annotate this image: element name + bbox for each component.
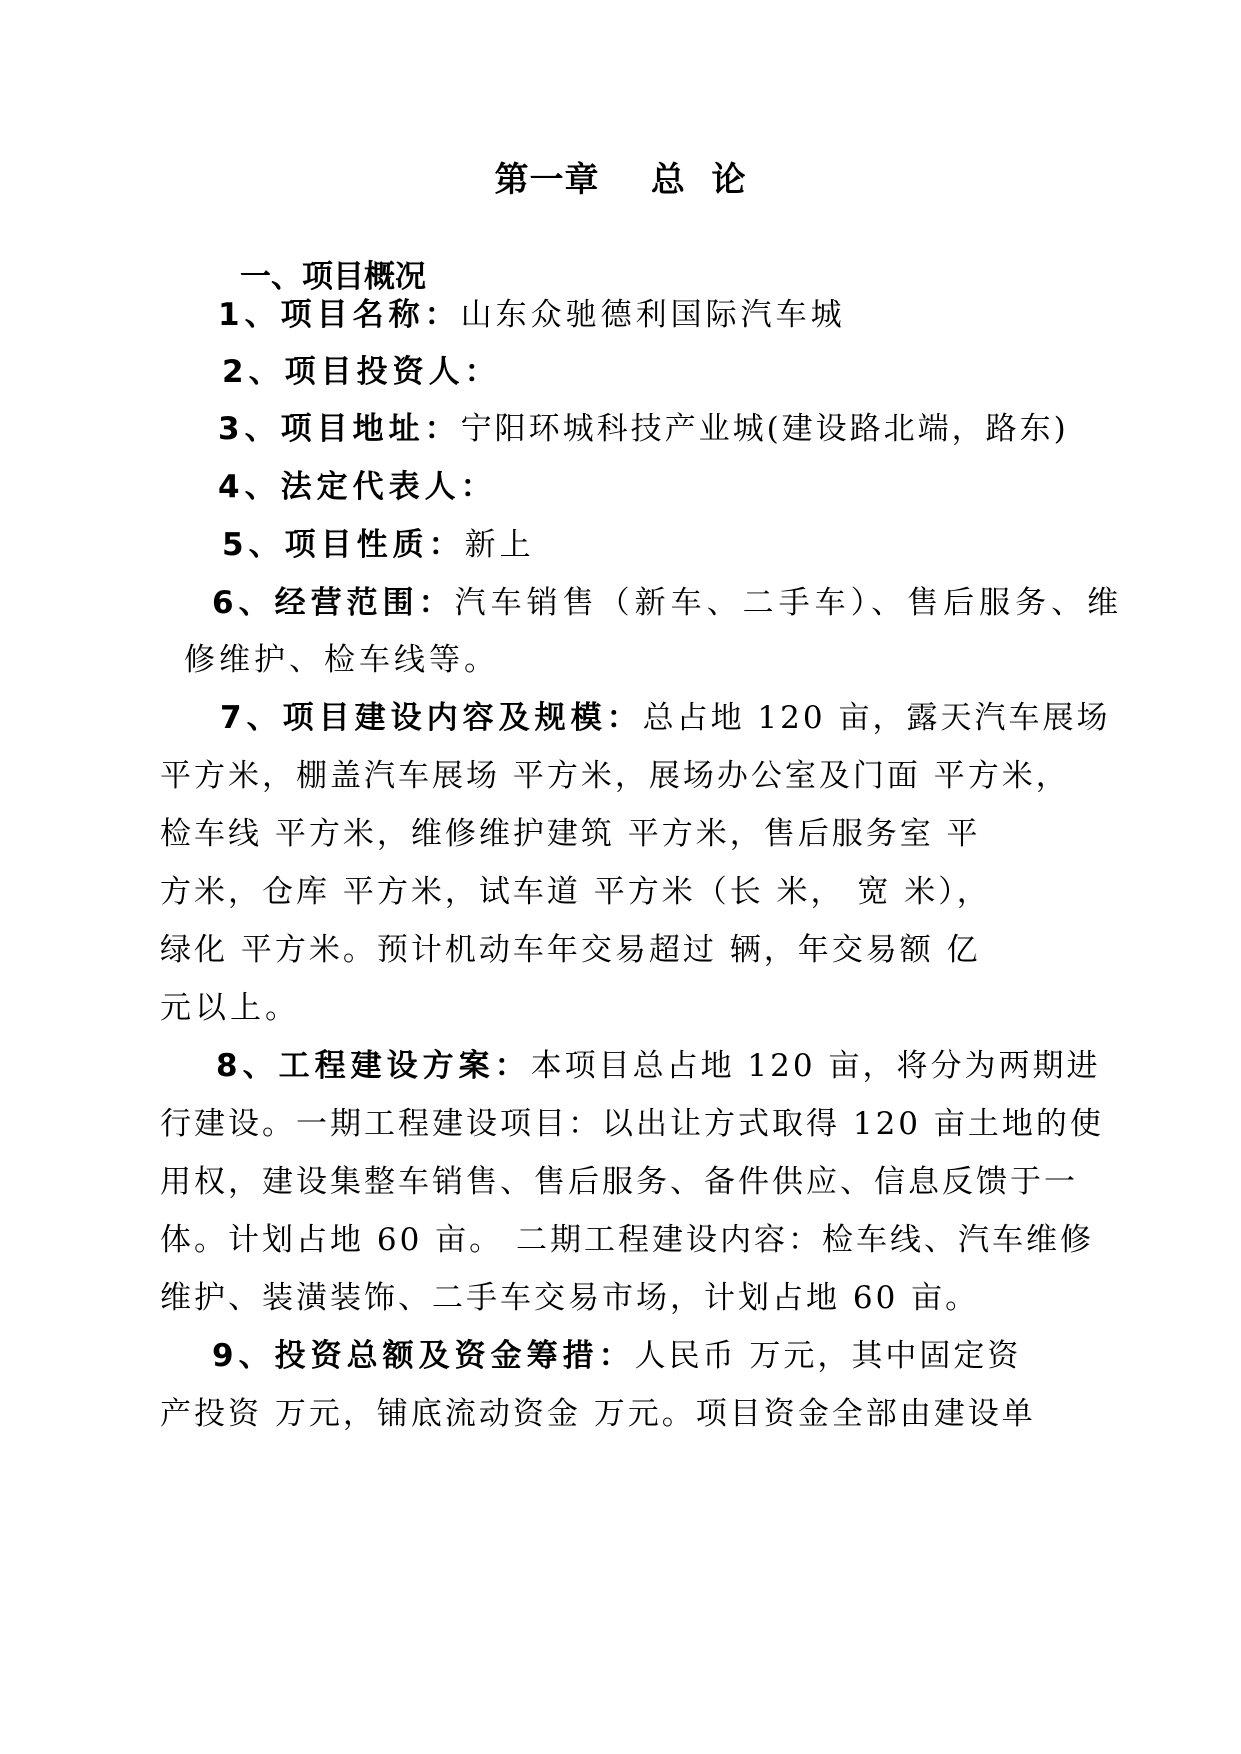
item-construction-plan-cont: 行建设。一期工程建设项目：以出让方式取得 120 亩土地的使 <box>160 1106 1104 1142</box>
item-value: 总占地 120 亩，露天汽车展场 <box>642 700 1111 736</box>
item-construction-scale-cont: 元以上。 <box>160 990 300 1026</box>
item-value: 新上 <box>464 527 535 563</box>
item-label: 8、工程建设方案： <box>216 1048 531 1084</box>
item-investment-financing-cont: 产投资 万元，铺底流动资金 万元。项目资金全部由建设单 <box>160 1396 1036 1432</box>
item-business-scope-cont: 修维护、检车线等。 <box>184 642 499 678</box>
item-investment-financing <box>212 1336 1021 1376</box>
item-value: 本项目总占地 120 亩，将分为两期进 <box>530 1048 1101 1084</box>
item-legal-representative <box>218 467 497 507</box>
item-label: 4、法定代表人： <box>218 469 497 505</box>
item-construction-scale-cont: 平方米，棚盖汽车展场 平方米，展场办公室及门面 平方米， <box>160 758 1070 794</box>
item-construction-plan <box>216 1046 1100 1086</box>
item-value: 山东众驰德利国际汽车城 <box>460 297 846 333</box>
chapter-title: 第一章 总 论 <box>494 160 747 200</box>
item-label: 6、经营范围： <box>212 585 455 621</box>
item-value: 人民币 万元，其中固定资 <box>634 1338 1022 1374</box>
item-label: 5、项目性质： <box>222 527 465 563</box>
section-heading: 一、项目概况 <box>240 259 426 295</box>
item-construction-plan-cont: 体。计划占地 60 亩。 二期工程建设内容：检车线、汽车维修 <box>160 1222 1095 1258</box>
item-construction-scale-cont: 检车线 平方米，维修维护建筑 平方米，售后服务室 平 <box>160 816 981 852</box>
item-construction-scale-cont: 绿化 平方米。预计机动车年交易超过 辆，年交易额 亿 <box>160 932 981 968</box>
item-business-scope <box>212 583 1123 623</box>
item-project-address <box>218 409 1069 449</box>
item-value: 汽车销售（新车、二手车）、售后服务、维 <box>454 585 1124 621</box>
item-label: 7、项目建设内容及规模： <box>220 700 643 736</box>
item-construction-scale <box>220 698 1110 738</box>
item-label: 3、项目地址： <box>218 411 461 447</box>
item-value: 宁阳环城科技产业城(建设路北端，路东) <box>460 411 1069 447</box>
item-project-investor <box>222 352 501 392</box>
item-label: 2、项目投资人： <box>222 354 501 390</box>
item-construction-scale-cont: 方米，仓库 平方米，试车道 平方米（长 米， 宽 米）， <box>160 874 991 910</box>
item-construction-plan-cont: 用权，建设集整车销售、售后服务、备件供应、信息反馈于一 <box>160 1164 1078 1200</box>
item-project-nature <box>222 525 535 565</box>
item-construction-plan-cont: 维护、装潢装饰、二手车交易市场，计划占地 60 亩。 <box>160 1280 980 1316</box>
item-project-name <box>218 295 846 335</box>
item-label: 1、项目名称： <box>218 297 461 333</box>
item-label: 9、投资总额及资金筹措： <box>212 1338 635 1374</box>
